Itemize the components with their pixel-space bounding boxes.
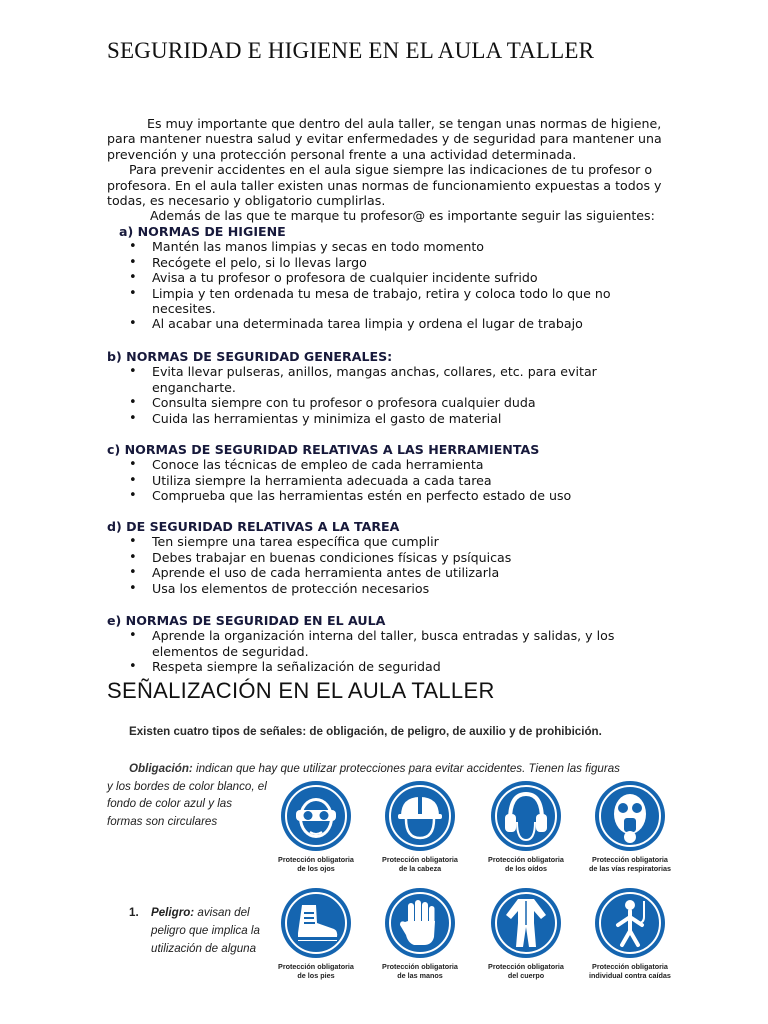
list-item: • Utiliza siempre la herramienta adecuada a cada tarea [107, 473, 667, 488]
sign-caption: de los oídos [505, 863, 547, 873]
rule-list [107, 534, 667, 596]
list-item: • Cuida las herramientas y minimiza el gasto de material [107, 411, 667, 426]
sign-caption: de los ojos [297, 863, 335, 873]
peligro-text: avisan del peligro que implica la utilización de alguna [151, 906, 260, 955]
sign-fall-protection [580, 887, 680, 980]
sign-caption: Protección obligatoria [592, 962, 668, 971]
sign-caption: del cuerpo [507, 970, 545, 980]
boot-icon [280, 887, 352, 959]
rule-list [107, 364, 667, 426]
page-title: SEGURIDAD E HIGIENE EN EL AULA TALLER [107, 38, 595, 63]
list-item: • Avisa a tu profesor o profesora de cualquier incidente sufrido [107, 270, 667, 285]
section-heading: a) NORMAS DE HIGIENE [119, 224, 286, 239]
sign-head-protection [370, 780, 470, 873]
list-item: • Usa los elementos de protección necesarios [107, 581, 667, 596]
sign-respiratory-protection [580, 780, 680, 873]
overalls-icon [490, 887, 562, 959]
sign-caption: Protección obligatoria [278, 855, 354, 864]
obligacion-label: Obligación: [129, 762, 193, 775]
sign-foot-protection [266, 887, 366, 980]
section-hygiene [107, 224, 667, 332]
sign-caption: de la cabeza [398, 863, 442, 873]
intro-paragraph: Para prevenir accidentes en el aula sigue siempre las indicaciones de tu profesor o profesora. En el aula taller existen unas normas de funcionamiento expuestas a todos y todas, es necesario y obligatorio cumplirlas. [107, 162, 662, 209]
obligacion-text: indican que hay que utilizar protecciones para evitar accidentes. Tienen las figuras [196, 762, 620, 775]
rule-list [107, 628, 667, 674]
sign-caption: de las vías respiratorias [589, 863, 671, 873]
sign-caption: de los pies [297, 970, 335, 980]
section-classroom-safety [107, 613, 667, 675]
list-item: • Ten siempre una tarea específica que cumplir [107, 534, 667, 549]
list-item: • Conoce las técnicas de empleo de cada herramienta [107, 457, 667, 472]
intro-paragraph: Es muy importante que dentro del aula taller, se tengan unas normas de higiene, para mantener nuestra salud y evitar enfermedades y de seguridad para mantener una prevención y una protección personal frente a una actividad determinada. [107, 116, 662, 162]
intro-paragraph: Además de las que te marque tu profesor@ es importante seguir las siguientes: [150, 208, 655, 224]
sign-caption: Protección obligatoria [488, 855, 564, 864]
sign-caption: Protección obligatoria [592, 855, 668, 864]
sign-eye-protection [266, 780, 366, 873]
obligacion-text-continued: y los bordes de color blanco, el fondo de color azul y las formas son circulares [107, 779, 267, 828]
intro-block [107, 116, 667, 224]
list-item: • Respeta siempre la señalización de seguridad [107, 659, 667, 674]
list-number: 1. [129, 906, 139, 919]
section-general-safety [107, 349, 667, 426]
list-item: • Recógete el pelo, si lo llevas largo [107, 255, 667, 270]
list-item: • Aprende la organización interna del taller, busca entradas y salidas, y los elementos de seguridad. [107, 628, 667, 659]
section-task-safety [107, 519, 667, 596]
sign-caption: individual contra caídas [589, 970, 671, 980]
sign-body-protection [476, 887, 576, 980]
list-item: • Al acabar una determinada tarea limpia y ordena el lugar de trabajo [107, 316, 667, 331]
sign-caption: Protección obligatoria [278, 962, 354, 971]
peligro-paragraph [129, 904, 271, 958]
sign-caption: Protección obligatoria [382, 855, 458, 864]
sign-caption: de las manos [397, 970, 443, 980]
list-item: • Mantén las manos limpias y secas en todo momento [107, 239, 667, 254]
list-item: • Comprueba que las herramientas estén en perfecto estado de uso [107, 488, 667, 503]
section-heading: d) DE SEGURIDAD RELATIVAS A LA TAREA [107, 519, 400, 534]
helmet-icon [384, 780, 456, 852]
respirator-icon [594, 780, 666, 852]
section-heading: c) NORMAS DE SEGURIDAD RELATIVAS A LAS HERRAMIENTAS [107, 442, 540, 457]
goggles-icon [280, 780, 352, 852]
harness-icon [594, 887, 666, 959]
glove-icon [384, 887, 456, 959]
peligro-label: Peligro: [151, 906, 195, 919]
list-item: • Aprende el uso de cada herramienta antes de utilizarla [107, 565, 667, 580]
list-item: • Limpia y ten ordenada tu mesa de trabajo, retira y coloca todo lo que no necesites. [107, 286, 667, 317]
list-item: • Evita llevar pulseras, anillos, mangas anchas, collares, etc. para evitar engancharte. [107, 364, 667, 395]
section-heading: b) NORMAS DE SEGURIDAD GENERALES: [107, 349, 393, 364]
sign-hand-protection [370, 887, 470, 980]
list-item: • Consulta siempre con tu profesor o profesora cualquier duda [107, 395, 667, 410]
sign-caption: Protección obligatoria [488, 962, 564, 971]
sign-caption: Protección obligatoria [382, 962, 458, 971]
signage-intro: Existen cuatro tipos de señales: de obligación, de peligro, de auxilio y de prohibición. [129, 725, 602, 738]
ear-protection-icon [490, 780, 562, 852]
list-item: • Debes trabajar en buenas condiciones físicas y psíquicas [107, 550, 667, 565]
section-heading: e) NORMAS DE SEGURIDAD EN EL AULA [107, 613, 386, 628]
sign-ear-protection [476, 780, 576, 873]
signage-title: SEÑALIZACIÓN EN EL AULA TALLER [107, 678, 495, 703]
rule-list [107, 239, 667, 331]
rule-list [107, 457, 667, 503]
section-tools-safety [107, 442, 667, 504]
